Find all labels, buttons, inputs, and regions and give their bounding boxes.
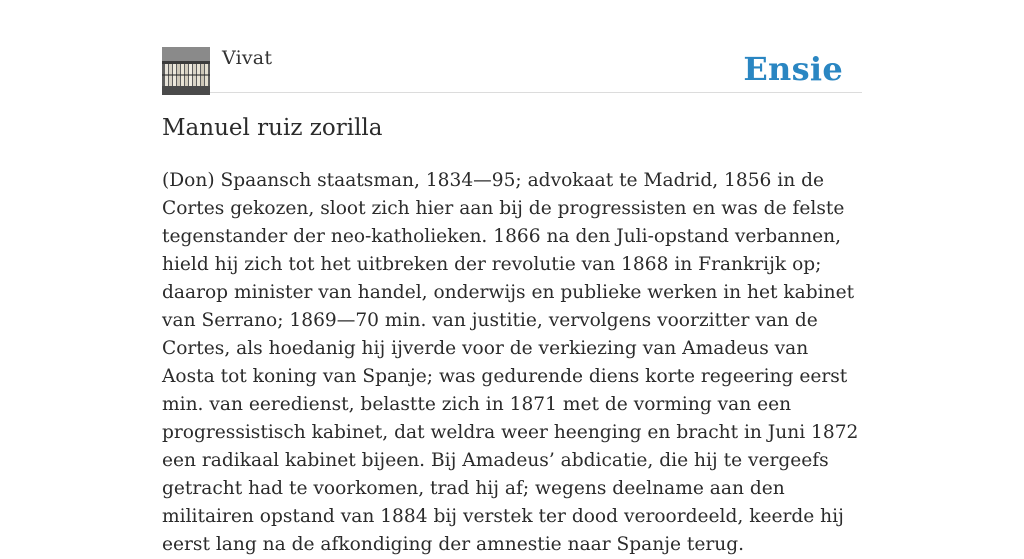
page-title: Manuel ruiz zorilla bbox=[162, 115, 383, 141]
source-avatar[interactable] bbox=[162, 47, 210, 95]
brand-logo[interactable]: Ensie bbox=[743, 50, 843, 88]
source-name[interactable]: Vivat bbox=[222, 47, 273, 69]
header bbox=[162, 46, 862, 93]
books-icon bbox=[162, 47, 210, 95]
article-body: (Don) Spaansch staatsman, 1834—95; advokaat te Madrid, 1856 in de Cortes gekozen, sloot zich hier aan bij de progressisten en was de felste tegenstander der neo-katholieken. 1866 na den Juli-opstand verbannen, hield hij zich tot het uitbreken der revolutie van 1868 in Frankrijk op; daarop minister van handel, onderwijs en publieke werken in het kabinet van Serrano; 1869—70 min. van justitie, vervolgens voorzitter van de Cortes, als hoedanig hij ijverde voor de verkiezing van Amadeus van Aosta tot koning van Spanje; was gedurende diens korte regeering eerst min. van eeredienst, belastte zich in 1871 met de vorming van een progressistisch kabinet, dat weldra weer heenging en bracht in Juni 1872 een radikaal kabinet bijeen. Bij Amadeus’ abdicatie, die hij te vergeefs getracht had te voorkomen, trad hij af; wegens deelname aan den militairen opstand van 1884 bij verstek ter dood veroordeeld, keerde hij eerst lang na de afkondiging der amnestie naar Spanje terug. bbox=[162, 170, 859, 555]
